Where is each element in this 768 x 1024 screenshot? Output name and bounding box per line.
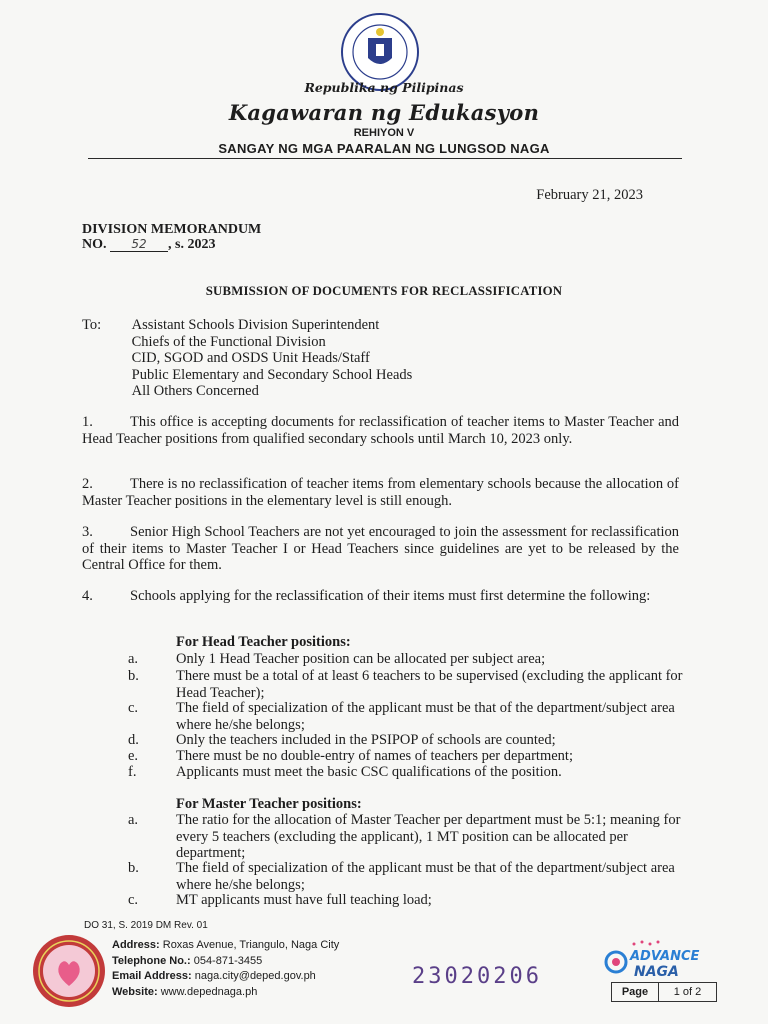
master-teacher-item [128, 812, 688, 862]
republic-heading: Republika ng Pilipinas [304, 80, 464, 95]
footer-contact-info [112, 938, 339, 1000]
recipient-item: Assistant Schools Division Superintendent [131, 317, 380, 333]
address-line [112, 938, 339, 954]
department-heading: Kagawaran ng Edukasyon [228, 100, 540, 125]
division-heading: SANGAY NG MGA PAARALAN NG LUNGSOD NAGA [218, 141, 550, 156]
head-teacher-item [128, 700, 688, 733]
item-letter: d. [128, 732, 139, 748]
recipient-item: Public Elementary and Secondary School Heads [131, 366, 413, 383]
recipients-block [82, 317, 412, 400]
memo-number-handwritten: 52 [110, 237, 168, 252]
memo-date: February 21, 2023 [536, 187, 643, 203]
head-teacher-item [128, 764, 688, 781]
address-label: Address: [112, 939, 160, 951]
page-label: Page [612, 983, 659, 1001]
item-text: MT applicants must have full teaching load; [176, 892, 432, 908]
item-text: The ratio for the allocation of Master Teacher per department must be 5:1; meaning for every 5 teachers (excluding the applicant), 1 MT position can be allocated per department; [176, 812, 681, 861]
item-letter: b. [128, 860, 139, 876]
page-indicator [611, 982, 717, 1002]
website-line [112, 985, 339, 1001]
item-letter: c. [128, 700, 139, 716]
phone-value: 054-871-3455 [193, 954, 263, 967]
head-teacher-item [128, 651, 688, 668]
head-teacher-item [128, 748, 688, 765]
paragraph-4 [82, 588, 679, 605]
paragraph-text: Senior High School Teachers are not yet encouraged to join the assessment for reclassification of their items to Master Teacher I or Head Teachers since guidelines are yet to be released by the Central Office for them. [82, 524, 679, 573]
recipients-list [132, 317, 413, 400]
memo-number-prefix: NO. [82, 237, 107, 252]
paragraph-number: 2. [82, 476, 93, 492]
region-heading: REHIYON V [353, 127, 415, 139]
master-teacher-item [128, 892, 688, 909]
paragraph-number: 4. [82, 588, 93, 604]
item-letter: e. [128, 748, 139, 764]
recipient-item: Chiefs of the Functional Division [131, 333, 326, 350]
recipient-item: CID, SGOD and OSDS Unit Heads/Staff [131, 350, 370, 366]
paragraph-number: 3. [82, 524, 93, 540]
phone-label: Telephone No.: [112, 954, 191, 967]
division-seal-logo [32, 934, 106, 1008]
paragraph-1 [82, 414, 679, 447]
item-text: The field of specialization of the applicant must be that of the department/subject area where he/she belongs; [176, 860, 675, 893]
svg-text:ADVANCE: ADVANCE [630, 949, 700, 964]
head-teacher-heading: For Head Teacher positions: [176, 634, 351, 650]
item-text: There must be a total of at least 6 teachers to be supervised (excluding the applicant for Head Teacher); [176, 668, 683, 701]
item-letter: b. [128, 668, 139, 684]
memo-subject: SUBMISSION OF DOCUMENTS FOR RECLASSIFICATION [205, 284, 563, 298]
email-value: naga.city@deped.gov.ph [194, 970, 316, 982]
paragraph-number: 1. [82, 414, 93, 430]
head-teacher-item [128, 668, 688, 701]
document-code: DO 31, S. 2019 DM Rev. 01 [84, 920, 208, 931]
website-label: Website: [112, 985, 158, 998]
svg-text:NAGA: NAGA [634, 964, 679, 980]
item-letter: a. [128, 651, 139, 667]
paragraph-2 [82, 476, 679, 509]
receiving-stamp-number: 23020206 [412, 964, 542, 989]
paragraph-text: This office is accepting documents for reclassification of teacher items to Master Teacher and Head Teacher positions from qualified secondary schools until March 10, 2023 only. [82, 414, 679, 447]
memo-number [82, 237, 215, 253]
item-text: There must be no double-entry of names of teachers per department; [176, 748, 573, 764]
head-teacher-item [128, 732, 688, 749]
item-text: Applicants must meet the basic CSC qualifications of the position. [176, 764, 562, 780]
website-value: www.depednaga.ph [160, 985, 258, 998]
header-divider [88, 158, 682, 159]
paragraph-3 [82, 524, 679, 574]
paragraph-text: There is no reclassification of teacher items from elementary schools because the allocation of Master Teacher positions in the elementary level is still enough. [82, 476, 679, 509]
master-teacher-heading: For Master Teacher positions: [176, 796, 362, 812]
item-letter: f. [128, 764, 137, 780]
recipient-item: All Others Concerned [131, 383, 259, 399]
advance-naga-logo [604, 938, 714, 982]
memo-number-suffix: , s. 2023 [168, 237, 216, 252]
address-value: Roxas Avenue, Triangulo, Naga City [162, 939, 340, 951]
item-letter: a. [128, 812, 139, 828]
item-text: Only the teachers included in the PSIPOP of schools are counted; [176, 732, 556, 748]
recipients-label: To: [82, 317, 102, 333]
item-text: The field of specialization of the applicant must be that of the department/subject area where he/she belongs; [176, 700, 675, 733]
item-text: Only 1 Head Teacher position can be allocated per subject area; [176, 651, 546, 667]
memo-title: DIVISION MEMORANDUM [82, 222, 262, 237]
item-letter: c. [128, 892, 139, 908]
phone-line [112, 954, 339, 970]
master-teacher-item [128, 860, 688, 893]
email-label: Email Address: [112, 970, 192, 982]
email-line [112, 969, 339, 985]
page-value: 1 of 2 [673, 986, 702, 998]
paragraph-text: Schools applying for the reclassification of their items must first determine the following: [130, 588, 651, 604]
